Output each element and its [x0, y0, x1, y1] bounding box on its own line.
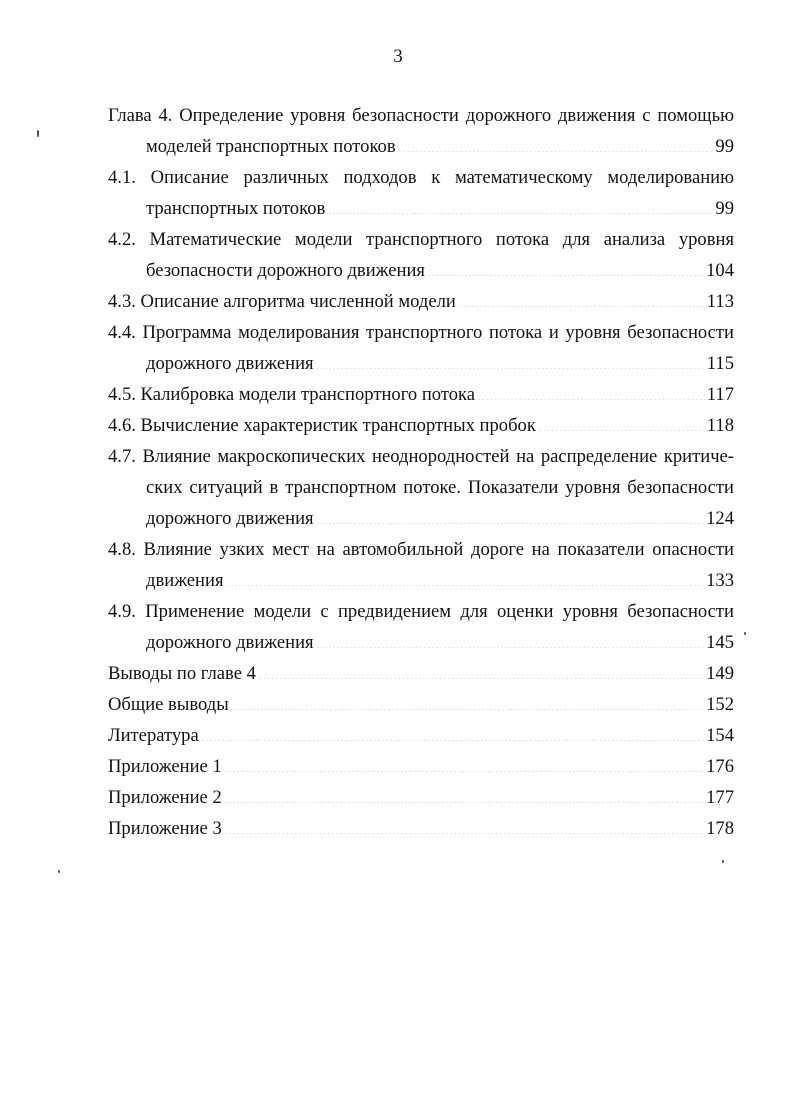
toc-entry-4-1	[108, 162, 734, 193]
toc-page-number: 113	[706, 291, 734, 312]
dot-leader	[398, 133, 714, 152]
toc-page-number: 133	[706, 570, 734, 591]
scan-speck	[722, 860, 724, 863]
toc-page-number: 99	[715, 198, 734, 219]
dot-leader	[327, 195, 713, 214]
toc-entry-4-4	[108, 317, 734, 348]
toc-line: 4.9. Применение модели с предвидением для оценки уровня безопасности	[108, 601, 734, 622]
toc-entry-4-7-middle	[108, 472, 734, 503]
toc-page-number: 178	[706, 818, 734, 839]
toc-entry-chapter-4-tail[interactable]	[108, 131, 734, 162]
toc-line: 4.4. Программа моделирования транспортного потока и уровня безопасности	[108, 322, 734, 343]
toc-entry-references[interactable]	[108, 720, 734, 751]
toc-title: Выводы по главе 4	[108, 663, 256, 684]
toc-title: моделей транспортных потоков	[146, 136, 396, 157]
page-number: 3	[393, 46, 403, 67]
toc-line: ских ситуаций в транспортном потоке. Показатели уровня безопасности	[146, 477, 734, 498]
toc-page-number: 176	[706, 756, 734, 777]
dot-leader	[231, 691, 704, 710]
toc-entry-4-2-tail[interactable]	[108, 255, 734, 286]
toc-entry-chapter-4	[108, 100, 734, 131]
toc-entry-4-8	[108, 534, 734, 565]
scan-speck	[58, 870, 60, 873]
table-of-contents	[108, 100, 734, 844]
toc-title: 4.5. Калибровка модели транспортного потока	[108, 384, 476, 405]
dot-leader	[458, 288, 705, 307]
toc-entry-4-3[interactable]	[108, 286, 734, 317]
toc-page-number: 99	[715, 136, 734, 157]
dot-leader	[224, 784, 704, 803]
toc-line: 4.2. Математические модели транспортного потока для анализа уровня	[108, 229, 734, 250]
dot-leader	[316, 629, 705, 648]
toc-entry-4-9-tail[interactable]	[108, 627, 734, 658]
scan-speck	[744, 632, 746, 635]
toc-page-number: 149	[706, 663, 734, 684]
toc-page-number: 124	[706, 508, 734, 529]
toc-entry-4-4-tail[interactable]	[108, 348, 734, 379]
toc-line: 4.1. Описание различных подходов к математическому моделированию	[108, 167, 734, 188]
dot-leader	[316, 350, 705, 369]
toc-entry-4-2	[108, 224, 734, 255]
dot-leader	[477, 381, 705, 400]
toc-page-number: 118	[706, 415, 734, 436]
toc-entry-appendix-3[interactable]	[108, 813, 734, 844]
toc-entry-chapter-4-conclusions[interactable]	[108, 658, 734, 689]
toc-entry-4-7-tail[interactable]	[108, 503, 734, 534]
toc-title: дорожного движения	[146, 632, 314, 653]
toc-title: дорожного движения	[146, 508, 314, 529]
dot-leader	[224, 753, 704, 772]
dot-leader	[427, 257, 704, 276]
toc-line: 4.7. Влияние макроскопических неоднородностей на распределение критиче-	[108, 446, 734, 467]
toc-line: 4.8. Влияние узких мест на автомобильной дороге на показатели опасности	[108, 539, 734, 560]
dot-leader	[258, 660, 704, 679]
dot-leader	[226, 567, 705, 586]
toc-entry-general-conclusions[interactable]	[108, 689, 734, 720]
toc-title: транспортных потоков	[146, 198, 326, 219]
toc-title: Приложение 1	[108, 756, 222, 777]
toc-page-number: 104	[706, 260, 734, 281]
toc-title: Приложение 2	[108, 787, 222, 808]
toc-page-number: 177	[706, 787, 734, 808]
toc-page-number: 154	[706, 725, 734, 746]
toc-page-number: 145	[706, 632, 734, 653]
toc-entry-appendix-1[interactable]	[108, 751, 734, 782]
toc-entry-4-7	[108, 441, 734, 472]
toc-entry-4-9	[108, 596, 734, 627]
toc-entry-4-8-tail[interactable]	[108, 565, 734, 596]
dot-leader	[201, 722, 704, 741]
toc-title: 4.3. Описание алгоритма численной модели	[108, 291, 456, 312]
toc-title: движения	[146, 570, 224, 591]
toc-title: Приложение 3	[108, 818, 222, 839]
toc-page-number: 115	[706, 353, 734, 374]
toc-title: дорожного движения	[146, 353, 314, 374]
toc-page-number: 117	[706, 384, 734, 405]
dot-leader	[538, 412, 705, 431]
toc-line: Глава 4. Определение уровня безопасности дорожного движения с помощью	[108, 105, 734, 126]
toc-title: безопасности дорожного движения	[146, 260, 425, 281]
dot-leader	[316, 505, 705, 524]
toc-entry-4-6[interactable]	[108, 410, 734, 441]
toc-entry-4-1-tail[interactable]	[108, 193, 734, 224]
scan-speck	[37, 130, 39, 137]
toc-entry-appendix-2[interactable]	[108, 782, 734, 813]
dot-leader	[224, 815, 704, 834]
toc-title: 4.6. Вычисление характеристик транспортных пробок	[108, 415, 536, 436]
toc-page-number: 152	[706, 694, 734, 715]
toc-entry-4-5[interactable]	[108, 379, 734, 410]
toc-title: Литература	[108, 725, 199, 746]
toc-title: Общие выводы	[108, 694, 229, 715]
